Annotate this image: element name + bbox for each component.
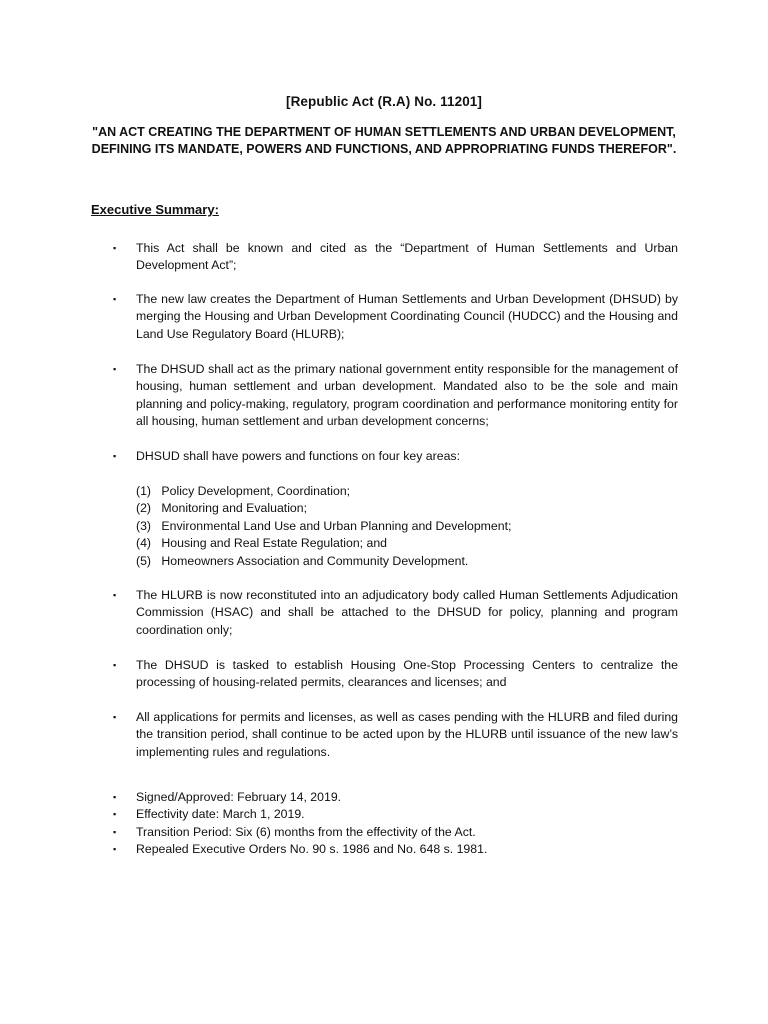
- bullet-icon: ▪: [113, 590, 117, 600]
- key-area-number: (2): [136, 501, 152, 516]
- key-area-text: Policy Development, Coordination;: [161, 484, 351, 498]
- key-area-number: (3): [136, 518, 152, 533]
- bullet-text: The DHSUD shall act as the primary national government entity responsible for the management of housing, human settlement and urban development. Mandated also to be the sole and main planning and policy-making, regulatory, program coordination and performance monitoring entity for all housing, human settlement and urban development concerns;: [136, 362, 678, 429]
- fact-text: Effectivity date: March 1, 2019.: [136, 807, 305, 822]
- act-title: "AN ACT CREATING THE DEPARTMENT OF HUMAN SETTLEMENTS AND URBAN DEVELOPMENT, DEFINING ITS MANDATE, POWERS AND FUNCTIONS, AND APPROPRIATING FUNDS THEREFOR".: [91, 125, 677, 156]
- bullet-text: The HLURB is now reconstituted into an adjudicatory body called Human Settlements Adjudication Commission (HSAC) and shall be attached to the DHSUD for policy, planning and program coordination only;: [136, 588, 678, 637]
- bullet-text: All applications for permits and licenses, as well as cases pending with the HLURB and filed during the transition period, shall continue to be acted upon by the HLURB until issuance of the new law’s implementing rules and regulations.: [136, 710, 678, 759]
- list-item: [91, 448, 678, 465]
- key-area-text: Homeowners Association and Community Development.: [161, 553, 469, 568]
- key-area-item: [136, 553, 511, 570]
- list-item: [91, 709, 678, 761]
- key-area-item: [136, 535, 511, 552]
- fact-text: Transition Period: Six (6) months from the effectivity of the Act.: [136, 824, 476, 839]
- list-item: [91, 361, 678, 431]
- bullet-icon: ▪: [113, 792, 117, 802]
- key-area-item: [136, 518, 511, 535]
- fact-text: Repealed Executive Orders No. 90 s. 1986 and No. 648 s. 1981.: [136, 842, 488, 857]
- bullet-icon: ▪: [113, 809, 117, 820]
- key-area-text: Housing and Real Estate Regulation; and: [161, 536, 388, 551]
- bullet-icon: ▪: [113, 826, 117, 837]
- act-number-heading: [Republic Act (R.A) No. 11201]: [285, 94, 483, 109]
- bullet-icon: ▪: [113, 364, 117, 374]
- key-area-number: (4): [136, 536, 152, 551]
- key-area-text: Monitoring and Evaluation;: [161, 501, 308, 516]
- key-areas-list: [136, 483, 511, 570]
- list-item: [91, 824, 678, 841]
- list-item: [91, 789, 678, 806]
- bullet-text: The DHSUD is tasked to establish Housing One-Stop Processing Centers to centralize the processing of housing-related permits, clearances and licenses; and: [136, 658, 678, 690]
- key-area-text: Environmental Land Use and Urban Planning and Development;: [161, 518, 512, 533]
- bullet-icon: ▪: [113, 451, 117, 461]
- bullet-icon: ▪: [113, 294, 117, 304]
- key-area-item: [136, 483, 511, 500]
- list-item: [91, 657, 678, 692]
- key-area-number: (5): [136, 553, 152, 568]
- list-item: [91, 240, 678, 275]
- fact-text: Signed/Approved: February 14, 2019.: [136, 790, 342, 804]
- bullet-text: The new law creates the Department of Human Settlements and Urban Development (DHSUD) by merging the Housing and Urban Development Coordinating Council (HUDCC) and the Housing and Land Use Regulatory Board (HLURB);: [136, 292, 678, 341]
- executive-summary-heading: Executive Summary:: [91, 202, 219, 217]
- bullet-icon: ▪: [113, 844, 117, 855]
- bullet-text: This Act shall be known and cited as the “Department of Human Settlements and Urban Development Act”;: [136, 241, 678, 273]
- list-item: [91, 806, 678, 823]
- key-area-item: [136, 500, 511, 517]
- list-item: [91, 291, 678, 343]
- bullet-text: DHSUD shall have powers and functions on four key areas:: [136, 449, 460, 463]
- bullet-icon: ▪: [113, 712, 117, 722]
- bullet-icon: ▪: [113, 660, 117, 670]
- key-area-number: (1): [136, 484, 152, 498]
- key-facts-list: [91, 789, 678, 859]
- list-item: [91, 841, 678, 858]
- list-item: [91, 587, 678, 639]
- bullet-icon: ▪: [113, 243, 117, 253]
